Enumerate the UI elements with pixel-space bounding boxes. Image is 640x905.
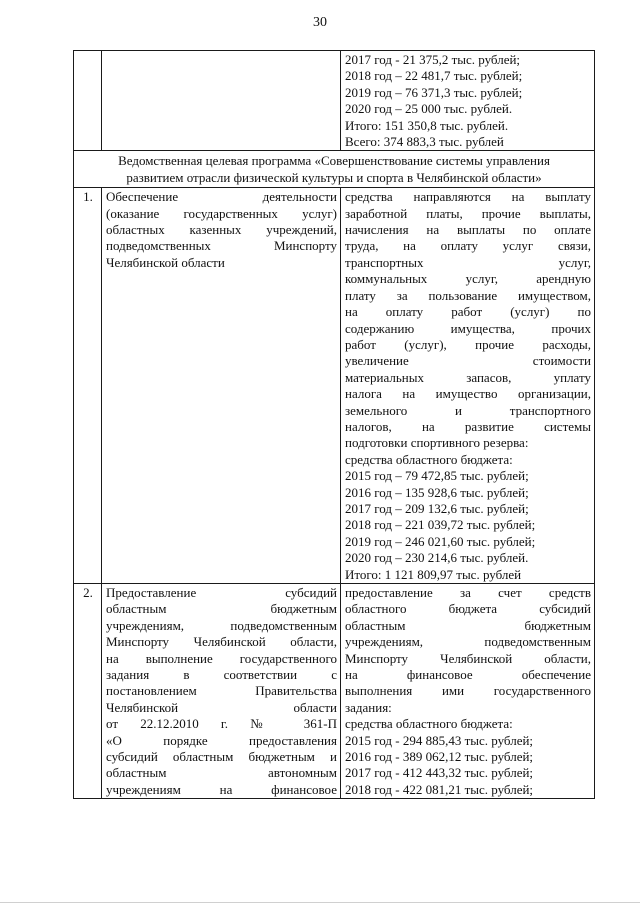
description-line: Минспорту Челябинской области, bbox=[106, 634, 337, 650]
funding-line: начисления на выплаты по оплате bbox=[345, 222, 591, 238]
row-number: 1. bbox=[74, 188, 102, 584]
page-bottom-edge bbox=[0, 902, 640, 903]
funding-line: 2018 год – 22 481,7 тыс. рублей; bbox=[345, 68, 523, 84]
description-line: Челябинской области bbox=[106, 254, 225, 270]
cell-empty-num bbox=[74, 51, 102, 151]
funding-line: подготовки спортивного резерва: bbox=[345, 435, 529, 451]
funding-line: областного бюджета субсидий bbox=[345, 601, 591, 617]
funding-line: налогов, на развитие системы bbox=[345, 418, 591, 434]
funding-line: 2017 год - 21 375,2 тыс. рублей; bbox=[345, 52, 521, 67]
funding-line: средства областного бюджета: bbox=[345, 716, 513, 732]
row-description bbox=[102, 188, 341, 584]
description-line: подведомственных Минспорту bbox=[106, 238, 337, 254]
funding-line: 2015 год - 294 885,43 тыс. рублей; bbox=[345, 732, 534, 748]
funding-line: земельного и транспортного bbox=[345, 402, 591, 418]
funding-line: налога на имущество организации, bbox=[345, 386, 591, 402]
funding-line: транспортных услуг, bbox=[345, 254, 591, 270]
row-description bbox=[102, 584, 341, 799]
funding-line: 2017 год – 209 132,6 тыс. рублей; bbox=[345, 500, 529, 516]
page-number: 30 bbox=[313, 15, 327, 30]
funding-line: содержанию имущества, прочих bbox=[345, 320, 591, 336]
funding-line: на финансовое обеспечение bbox=[345, 667, 591, 683]
funding-line: 2015 год – 79 472,85 тыс. рублей; bbox=[345, 468, 529, 484]
table-row-2 bbox=[74, 584, 595, 799]
funding-line: областным бюджетным bbox=[345, 617, 591, 633]
description-line: задания в соответствии с bbox=[106, 667, 337, 683]
funding-line: задания: bbox=[345, 699, 392, 715]
funding-line: 2017 год - 412 443,32 тыс. рублей; bbox=[345, 765, 534, 781]
cell-empty-description bbox=[102, 51, 341, 151]
description-line: субсидий областным бюджетным и bbox=[106, 749, 337, 765]
row-funding bbox=[341, 584, 595, 799]
description-line: на выполнение государственного bbox=[106, 650, 337, 666]
funding-line: на оплату работ (услуг) по bbox=[345, 304, 591, 320]
funding-line: средства областного бюджета: bbox=[345, 451, 513, 467]
description-line: областных казенных учреждений, bbox=[106, 222, 337, 238]
funding-line: 2018 год – 221 039,72 тыс. рублей; bbox=[345, 517, 536, 533]
funding-line: 2019 год – 246 021,60 тыс. рублей; bbox=[345, 533, 536, 549]
program-title-row bbox=[74, 151, 595, 188]
program-title-line: развитием отрасли физической культуры и спорта в Челябинской области» bbox=[126, 169, 542, 185]
funding-line: плату за пользование имуществом, bbox=[345, 287, 591, 303]
funding-line: работ (услуг), прочие расходы, bbox=[345, 336, 591, 352]
table-row-1 bbox=[74, 188, 595, 584]
description-line: учреждениям, подведомственным bbox=[106, 617, 337, 633]
description-line: «О порядке предоставления bbox=[106, 732, 337, 748]
description-line: областным бюджетным bbox=[106, 601, 337, 617]
description-line: областным автономным bbox=[106, 765, 337, 781]
description-line: постановлением Правительства bbox=[106, 683, 337, 699]
funding-line: средства направляются на выплату bbox=[345, 189, 591, 205]
description-line: от 22.12.2010 г. № 361-П bbox=[106, 716, 337, 732]
funding-line: 2019 год – 76 371,3 тыс. рублей; bbox=[345, 84, 523, 100]
description-line: (оказание государственных услуг) bbox=[106, 205, 337, 221]
funding-line: 2016 год – 135 928,6 тыс. рублей; bbox=[345, 484, 529, 500]
funding-line: материальных запасов, уплату bbox=[345, 369, 591, 385]
program-title bbox=[74, 151, 595, 188]
funding-line: Минспорту Челябинской области, bbox=[345, 650, 591, 666]
funding-line: выполнения ими государственного bbox=[345, 683, 591, 699]
funding-line: Всего: 374 883,3 тыс. рублей bbox=[345, 134, 504, 150]
funding-line: труда, на оплату услуг связи, bbox=[345, 238, 591, 254]
description-line: Челябинской области bbox=[106, 699, 337, 715]
funding-line: Итого: 1 121 809,97 тыс. рублей bbox=[345, 566, 522, 582]
funding-line: заработной платы, прочие выплаты, bbox=[345, 205, 591, 221]
funding-line: 2020 год – 25 000 тыс. рублей. bbox=[345, 101, 513, 117]
funding-line: 2016 год - 389 062,12 тыс. рублей; bbox=[345, 749, 534, 765]
funding-line: 2018 год - 422 081,21 тыс. рублей; bbox=[345, 781, 534, 797]
funding-line: 2020 год – 230 214,6 тыс. рублей. bbox=[345, 550, 529, 566]
description-line: учреждениям на финансовое bbox=[106, 781, 337, 797]
program-title-line: Ведомственная целевая программа «Совершенствование системы управления bbox=[118, 153, 550, 169]
funding-line: учреждениям, подведомственным bbox=[345, 634, 591, 650]
funding-line: предоставление за счет средств bbox=[345, 585, 591, 600]
cell-funding-continuation bbox=[341, 51, 595, 151]
funding-line: увеличение стоимости bbox=[345, 353, 591, 369]
program-table bbox=[73, 50, 595, 799]
description-line: Обеспечение деятельности bbox=[106, 189, 337, 205]
funding-line: коммунальных услуг, арендную bbox=[345, 271, 591, 287]
row-funding bbox=[341, 188, 595, 584]
table-row-continuation bbox=[74, 51, 595, 151]
row-number: 2. bbox=[74, 584, 102, 799]
funding-line: Итого: 151 350,8 тыс. рублей. bbox=[345, 117, 509, 133]
description-line: Предоставление субсидий bbox=[106, 585, 337, 600]
